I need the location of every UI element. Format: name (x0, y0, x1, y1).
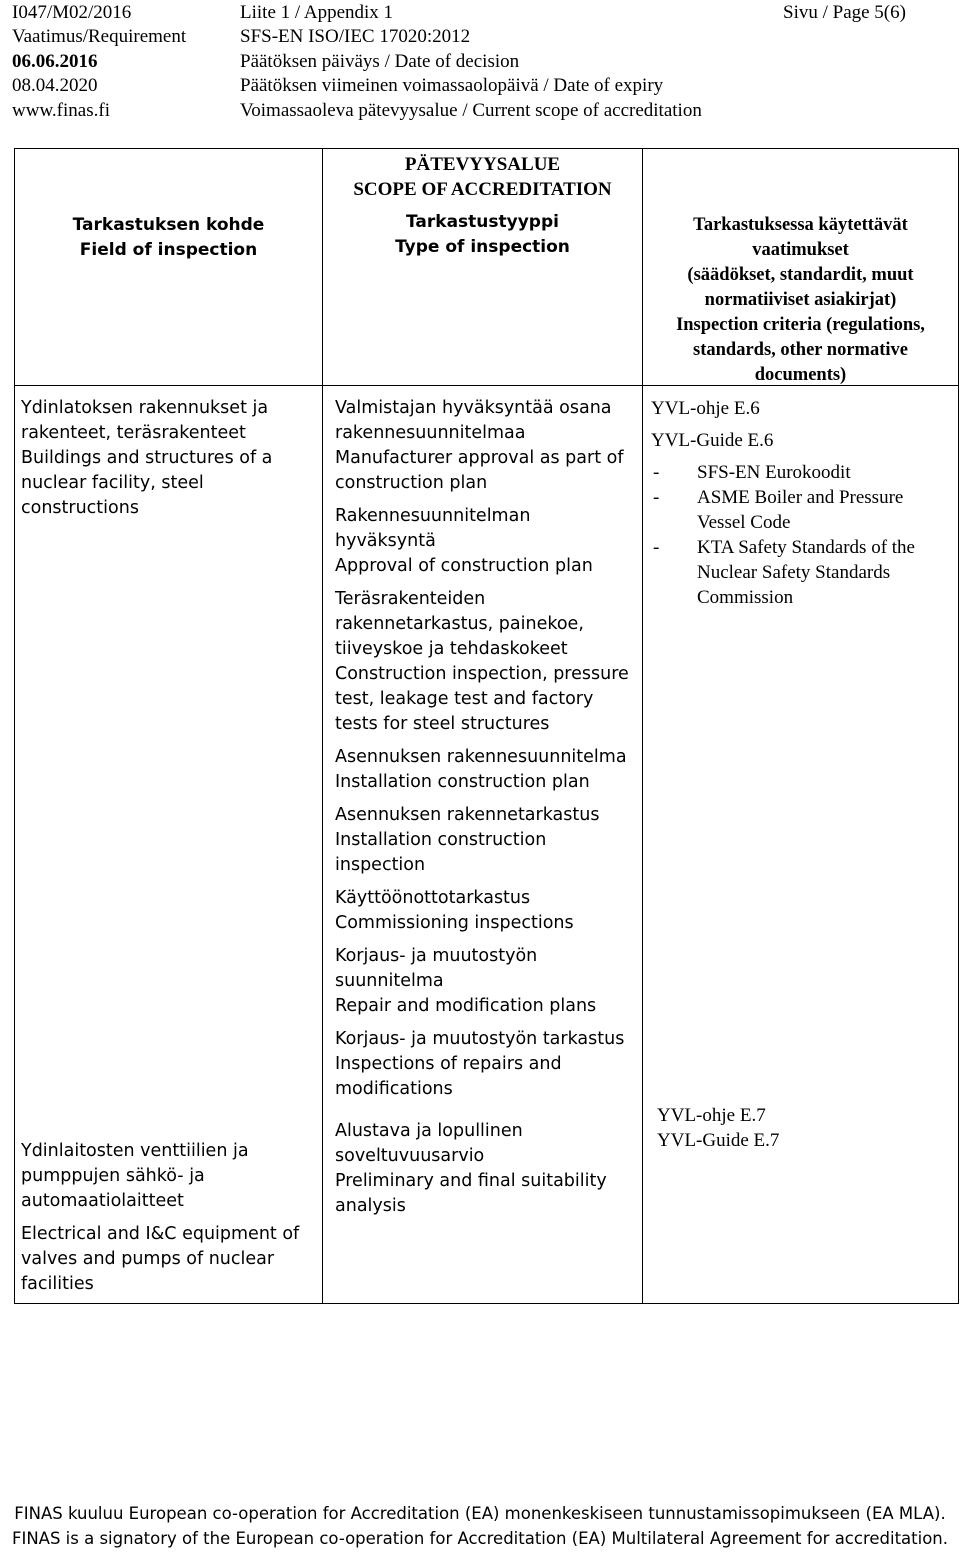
list-item-text: KTA Safety Standards of the Nuclear Safety Standards Commission (697, 537, 915, 608)
field-line: rakenteet, teräsrakenteet (21, 423, 246, 443)
list-item (651, 535, 952, 610)
list-item (651, 460, 952, 485)
field-line: Ydinlatoksen rakennukset ja (21, 398, 269, 418)
page-header (0, 0, 960, 130)
dash-marker: - (653, 487, 660, 508)
criteria-yvl-guide-e7: YVL-Guide E.7 (657, 1130, 780, 1151)
list-item (651, 485, 952, 535)
criteria-yvl-guide-e6: YVL-Guide E.6 (651, 430, 774, 451)
criteria-header-cell (643, 149, 959, 386)
scope-label: Voimassaoleva pätevyysalue / Current scope of accreditation (240, 100, 702, 121)
requirement-standard: SFS-EN ISO/IEC 17020:2012 (240, 26, 471, 47)
type-item (335, 504, 631, 579)
field-line: Electrical and I&C equipment of (21, 1224, 300, 1244)
page-number: Sivu / Page 5(6) (783, 2, 906, 23)
document-code: I047/M02/2016 (12, 2, 132, 23)
type-fi: Asennuksen rakennesuunnitelma (335, 747, 627, 767)
criteria-standards-list (651, 460, 952, 610)
type-fi: Rakennesuunnitelman hyväksyntä (335, 506, 531, 551)
field-header-fi: Tarkastuksen kohde (72, 215, 265, 235)
type-header-cell (323, 149, 643, 386)
field-line: automaatiolaitteet (21, 1191, 184, 1211)
criteria-yvl-ohje-e6: YVL-ohje E.6 (651, 398, 760, 419)
type-fi: Korjaus- ja muutostyön suunnitelma (335, 946, 538, 991)
field-line: valves and pumps of nuclear (21, 1249, 275, 1269)
type-item-suitability (335, 1119, 631, 1219)
type-item (335, 587, 631, 737)
field-line: constructions (21, 498, 139, 518)
requirement-label: Vaatimus/Requirement (12, 26, 187, 47)
field-header-cell (15, 149, 323, 386)
dash-marker: - (653, 537, 660, 558)
type-fi: Teräsrakenteiden rakennetarkastus, painekoe, tiiveyskoe ja tehdaskokeet (335, 589, 584, 659)
type-fi: Valmistajan hyväksyntää osana rakennesuunnitelmaa (335, 398, 612, 443)
type-en: Manufacturer approval as part of construction plan (335, 448, 624, 493)
field-line: pumppujen sähkö- ja (21, 1166, 205, 1186)
table-row (15, 386, 959, 1304)
scope-title-en: SCOPE OF ACCREDITATION (353, 179, 612, 200)
criteria-header-line: (säädökset, standardit, muut (687, 265, 914, 285)
type-en: Repair and modification plans (335, 996, 597, 1016)
type-line: analysis (335, 1196, 406, 1216)
criteria-cell (643, 386, 959, 1304)
type-item (335, 803, 631, 878)
table-header-row (15, 149, 959, 386)
type-en: Installation construction inspection (335, 830, 547, 875)
field-line: Ydinlaitosten venttiilien ja (21, 1141, 249, 1161)
scope-title-fi: PÄTEVYYSALUE (404, 154, 561, 175)
type-fi: Korjaus- ja muutostyön tarkastus (335, 1029, 625, 1049)
field-line: nuclear facility, steel (21, 473, 204, 493)
type-header-en: Type of inspection (395, 237, 570, 257)
decision-date-label: Päätöksen päiväys / Date of decision (240, 51, 520, 72)
field-line: Buildings and structures of a (21, 448, 273, 468)
type-item (335, 886, 631, 936)
footer-mla-en: FINAS is a signatory of the European co-operation for Accreditation (EA) Multilateral Agreement for accreditation. (11, 1529, 949, 1548)
type-cell (323, 386, 643, 1304)
type-line: soveltuvuusarvio (335, 1146, 485, 1166)
footer-mla-fi: FINAS kuuluu European co-operation for Accreditation (EA) monenkeskiseen tunnustamissopimukseen (EA MLA). (14, 1504, 946, 1523)
criteria-header-line: standards, other normative (693, 340, 908, 360)
field-header-en: Field of inspection (79, 240, 258, 260)
type-item (335, 396, 631, 496)
type-en: Commissioning inspections (335, 913, 574, 933)
field-electrical (21, 1139, 311, 1297)
type-item (335, 745, 631, 795)
criteria-header-line: vaatimukset (752, 240, 849, 260)
criteria-header-line: documents) (754, 365, 847, 385)
field-buildings (21, 396, 311, 521)
type-line: Preliminary and final suitability (335, 1171, 607, 1191)
criteria-header-line: Inspection criteria (regulations, (676, 315, 925, 335)
type-fi: Asennuksen rakennetarkastus (335, 805, 600, 825)
criteria-header (643, 213, 958, 388)
type-en: Construction inspection, pressure test, leakage test and factory tests for steel structures (335, 664, 629, 734)
type-item (335, 1027, 631, 1102)
list-item-text: ASME Boiler and Pressure Vessel Code (697, 487, 904, 533)
type-header-fi: Tarkastustyyppi (406, 212, 559, 232)
type-line: Alustava ja lopullinen (335, 1121, 523, 1141)
field-cell (15, 386, 323, 1304)
criteria-header-line: normatiiviset asiakirjat) (704, 290, 897, 310)
field-line: facilities (21, 1274, 94, 1294)
type-item (335, 944, 631, 1019)
website-link[interactable]: www.finas.fi (12, 100, 110, 121)
appendix-label: Liite 1 / Appendix 1 (240, 2, 394, 23)
expiry-date: 08.04.2020 (12, 75, 98, 96)
type-en: Approval of construction plan (335, 556, 593, 576)
type-fi: Käyttöönottotarkastus (335, 888, 531, 908)
type-en: Installation construction plan (335, 772, 590, 792)
decision-date: 06.06.2016 (12, 51, 98, 72)
expiry-date-label: Päätöksen viimeinen voimassaolopäivä / Date of expiry (240, 75, 664, 96)
list-item-text: SFS-EN Eurokoodit (697, 462, 851, 483)
criteria-header-line: Tarkastuksessa käytettävät (693, 215, 908, 235)
type-en: Inspections of repairs and modifications (335, 1054, 562, 1099)
criteria-yvl-ohje-e7: YVL-ohje E.7 (657, 1105, 766, 1126)
scope-table (14, 148, 959, 1304)
dash-marker: - (653, 462, 660, 483)
